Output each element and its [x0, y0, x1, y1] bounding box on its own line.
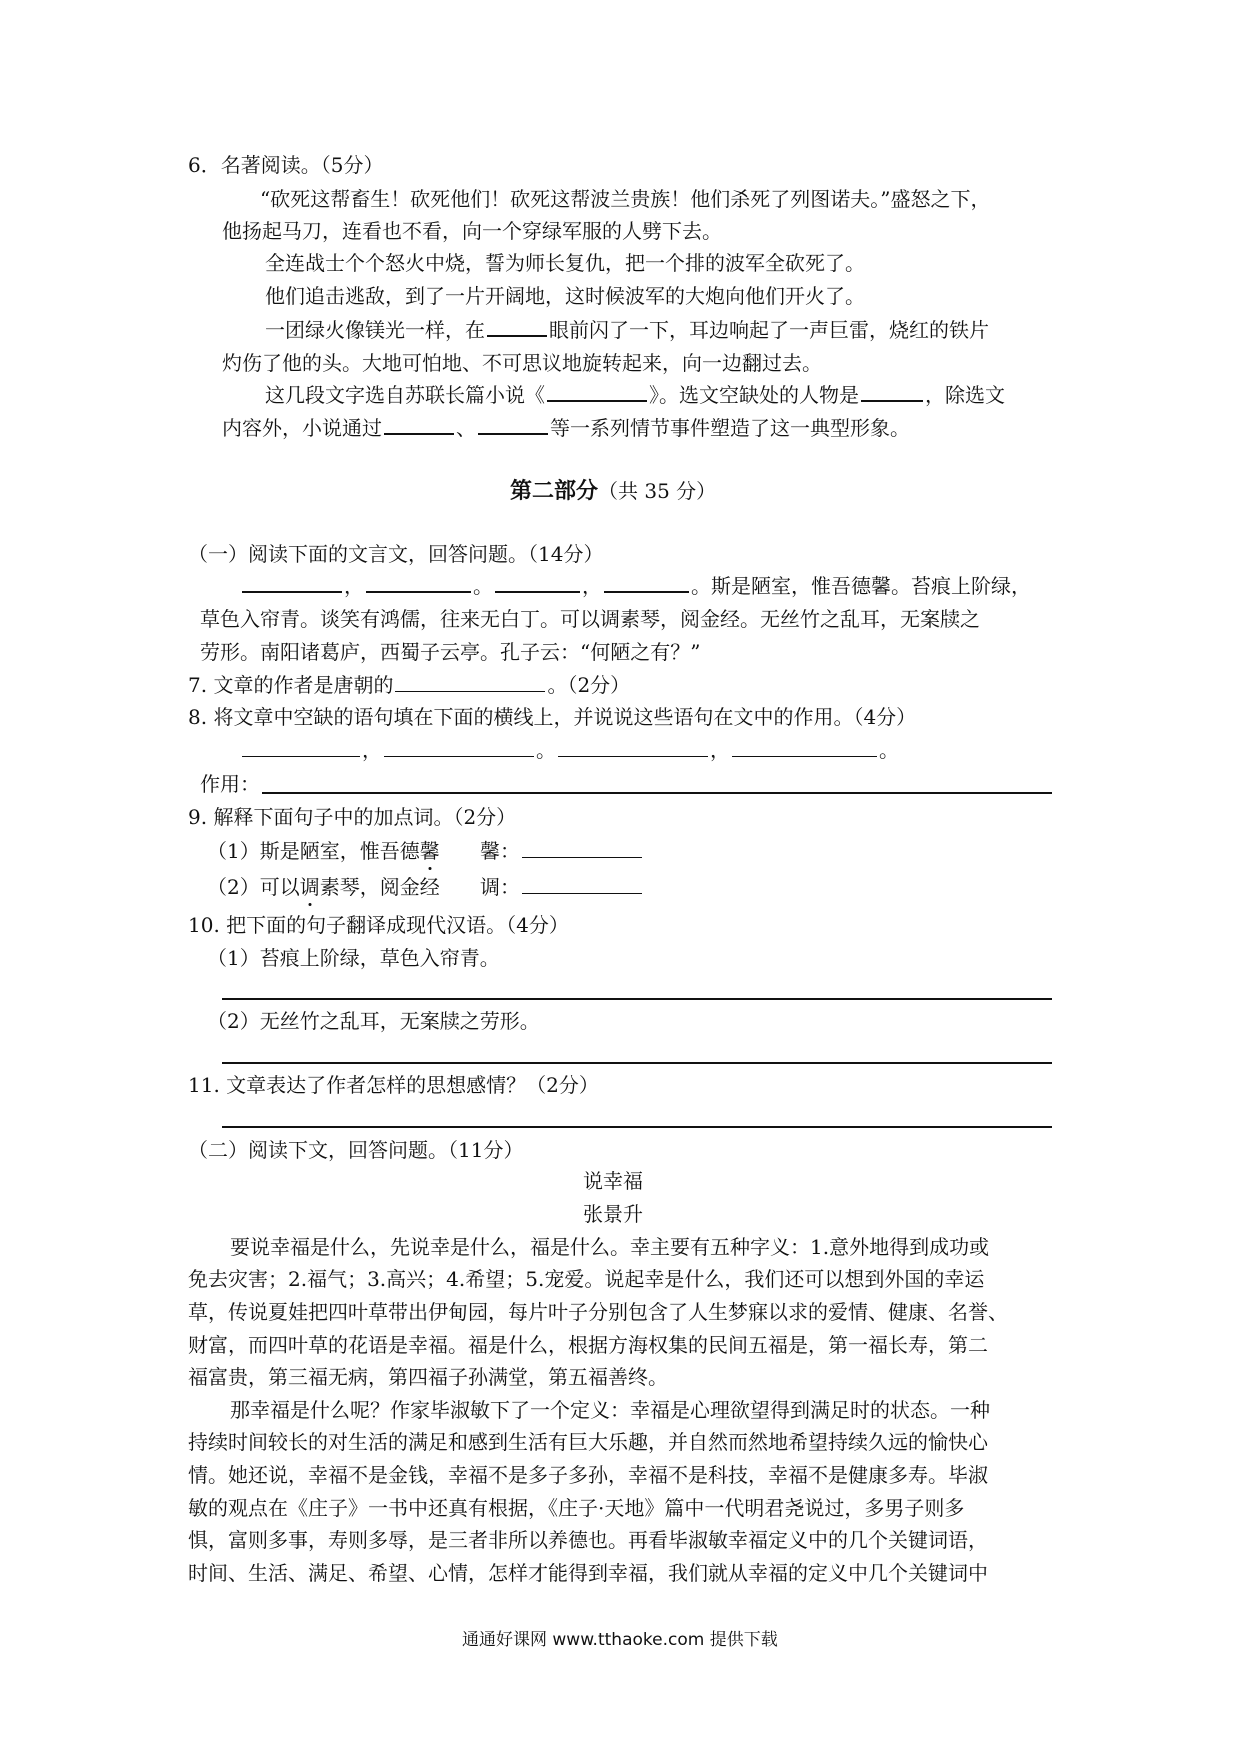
q8-blank-2[interactable] [384, 738, 534, 757]
q6-para5-text-c: ，除选文 [925, 383, 1005, 407]
q9-item2-dotted-word: 调 [299, 875, 320, 899]
q10-item1: （1）苔痕上阶绿，草色入帘青。 [207, 946, 500, 970]
essay-p2-line2: 持续时间较长的对生活的满足和感到生活有巨大乐趣，并自然而然地希望持续久远的愉快心 [188, 1430, 988, 1454]
essay-p2-line1: 那幸福是什么呢？作家毕淑敏下了一个定义：幸福是心理欲望得到满足时的状态。一种 [230, 1398, 990, 1422]
q6-para3: 他们追击逃敌，到了一片开阔地，这时候波军的大炮向他们开火了。 [265, 284, 865, 308]
q9-item2-label: 调： [480, 875, 520, 899]
q6-para4-line2: 灼伤了他的头。大地可怕地、不可思议地旋转起来，向一边翻过去。 [222, 351, 822, 375]
essay-p2-line3: 情。她还说，幸福不是金钱，幸福不是多子多孙，幸福不是科技，幸福不是健康多寿。毕淑 [188, 1463, 988, 1487]
q6-para5-line2 [222, 415, 910, 441]
q9-item2-blank[interactable] [522, 875, 642, 894]
s1-text-line3: 劳形。南阳诸葛庐，西蜀子云亭。孔子云：“何陋之有？” [200, 640, 701, 664]
q8-blank-1[interactable] [242, 738, 360, 757]
s1-blank-1[interactable] [242, 573, 342, 593]
q6-para4-text-a: 一团绿火像镁光一样，在 [265, 318, 485, 342]
q6-event2-blank[interactable] [478, 415, 548, 435]
q6-para4-text-b: 眼前闪了一下，耳边响起了一声巨雷，烧红的铁片 [549, 318, 989, 342]
page-footer: 通通好课网 www.tthaoke.com 提供下载 [462, 1630, 778, 1650]
essay-p1-line5: 福富贵，第三福无病，第四福子孙满堂，第五福善终。 [188, 1365, 668, 1389]
q6-para4-line1 [265, 317, 989, 343]
q9-item1-blank[interactable] [522, 839, 642, 858]
q8: 8. 将文章中空缺的语句填在下面的横线上，并说说这些语句在文中的作用。（4分） [188, 705, 917, 729]
q11-answer-line[interactable] [222, 1126, 1052, 1128]
essay-p2-line5: 惧，富则多事，寿则多辱，是三者非所以养德也。再看毕淑敏幸福定义中的几个关键词语， [188, 1528, 988, 1552]
essay-p1-line2: 免去灾害；2.福气；3.高兴；4.希望；5.宠爱。说起幸是什么，我们还可以想到外国的幸运 [188, 1267, 985, 1291]
q6-person-blank[interactable] [487, 317, 547, 337]
q9-item1 [207, 838, 440, 864]
q10-item1-answer-line[interactable] [222, 998, 1052, 1000]
part2-score: （共 35 分） [598, 479, 717, 503]
s2-heading: （二）阅读下文，回答问题。（11分） [188, 1138, 524, 1162]
q8-blank-3[interactable] [558, 738, 708, 757]
q6-para1-line2: 他扬起马刀，连看也不看，向一个穿绿军服的人劈下去。 [222, 219, 722, 243]
q9-item1-label: 馨： [480, 839, 520, 863]
essay-p2-line4: 敏的观点在《庄子》一书中还真有根据，《庄子·天地》篇中一代明君尧说过，多男子则多 [188, 1496, 965, 1520]
q8-punct-2: 。 [536, 738, 556, 762]
q9: 9. 解释下面句子中的加点词。（2分） [188, 805, 517, 829]
q9-item2-text-b: 素琴，阅金经 [319, 875, 440, 899]
q6-para5-text-a: 这几段文字选自苏联长篇小说《 [265, 383, 545, 407]
q7 [188, 672, 630, 698]
q8-punct-4: 。 [879, 738, 899, 762]
q7-text-b: 。（2分） [547, 673, 631, 697]
s1-text-line1 [240, 573, 1031, 599]
q8-role-label: 作用： [200, 772, 260, 796]
q6-para5-text-b: 》。选文空缺处的人物是 [649, 383, 859, 407]
q9-item2-answer [480, 874, 644, 900]
q9-item1-answer [480, 838, 644, 864]
q8-punct-3: ， [710, 738, 730, 762]
q6-para5-line1 [265, 382, 1005, 408]
q6-para2: 全连战士个个怒火中烧，誓为师长复仇，把一个排的波军全砍死了。 [265, 251, 865, 275]
essay-p1-line1: 要说幸福是什么，先说幸是什么，福是什么。幸主要有五种字义：1.意外地得到成功或 [230, 1235, 990, 1259]
s1-heading: （一）阅读下面的文言文，回答问题。（14分） [188, 542, 604, 566]
part2-heading [510, 478, 716, 505]
q10-item2-answer-line[interactable] [222, 1062, 1052, 1064]
q6-para1-line1: “砍死这帮畜生！砍死他们！砍死这帮波兰贵族！他们杀死了列图诺夫。”盛怒之下， [260, 187, 991, 211]
q6-para5-text-e: 、 [456, 416, 476, 440]
q8-blanks-row [240, 737, 899, 763]
q10: 10. 把下面的句子翻译成现代汉语。（4分） [188, 913, 569, 937]
q9-item1-dotted-word: 馨 [419, 839, 440, 863]
q9-item2 [207, 874, 440, 900]
q9-item2-text-a: （2）可以 [207, 875, 300, 899]
s1-blank-2[interactable] [366, 573, 471, 593]
q10-item2: （2）无丝竹之乱耳，无案牍之劳形。 [207, 1009, 540, 1033]
s1-blank-3[interactable] [495, 573, 580, 593]
q6-para5-text-f: 等一系列情节事件塑造了这一典型形象。 [550, 416, 910, 440]
q9-item1-text: （1）斯是陋室，惟吾德 [207, 839, 420, 863]
q6-heading: 6．名著阅读。（5分） [188, 153, 384, 177]
essay-p1-line3: 草，传说夏娃把四叶草带出伊甸园，每片叶子分别包含了人生梦寐以求的爱情、健康、名誉、 [188, 1300, 1008, 1324]
q6-character-blank[interactable] [861, 382, 923, 402]
q11: 11. 文章表达了作者怎样的思想感情？（2分） [188, 1073, 599, 1097]
essay-author: 张景升 [583, 1202, 643, 1226]
essay-title: 说幸福 [583, 1169, 643, 1193]
q6-novel-blank[interactable] [547, 382, 647, 402]
q6-para5-text-d: 内容外，小说通过 [222, 416, 382, 440]
q8-punct-1: ， [362, 738, 382, 762]
s1-punct-1: ， [344, 574, 364, 598]
q8-role-answer-line[interactable] [262, 792, 1052, 794]
q7-text-a: 7. 文章的作者是唐朝的 [188, 673, 394, 697]
s1-text-line2: 草色入帘青。谈笑有鸿儒，往来无白丁。可以调素琴，阅金经。无丝竹之乱耳，无案牍之 [200, 607, 980, 631]
s1-blank-4[interactable] [604, 573, 689, 593]
part2-title: 第二部分 [510, 479, 599, 504]
s1-punct-2: 。 [473, 574, 493, 598]
q7-answer-blank[interactable] [395, 673, 545, 692]
essay-p1-line4: 财富，而四叶草的花语是幸福。福是什么，根据方海权集的民间五福是，第一福长寿，第二 [188, 1333, 988, 1357]
s1-punct-3: ， [582, 574, 602, 598]
essay-p2-line6: 时间、生活、满足、希望、心情，怎样才能得到幸福，我们就从幸福的定义中几个关键词中 [188, 1561, 988, 1585]
q8-blank-4[interactable] [732, 738, 877, 757]
q6-event1-blank[interactable] [384, 415, 454, 435]
s1-line1-rest: 。斯是陋室，惟吾德馨。苔痕上阶绿， [691, 574, 1031, 598]
